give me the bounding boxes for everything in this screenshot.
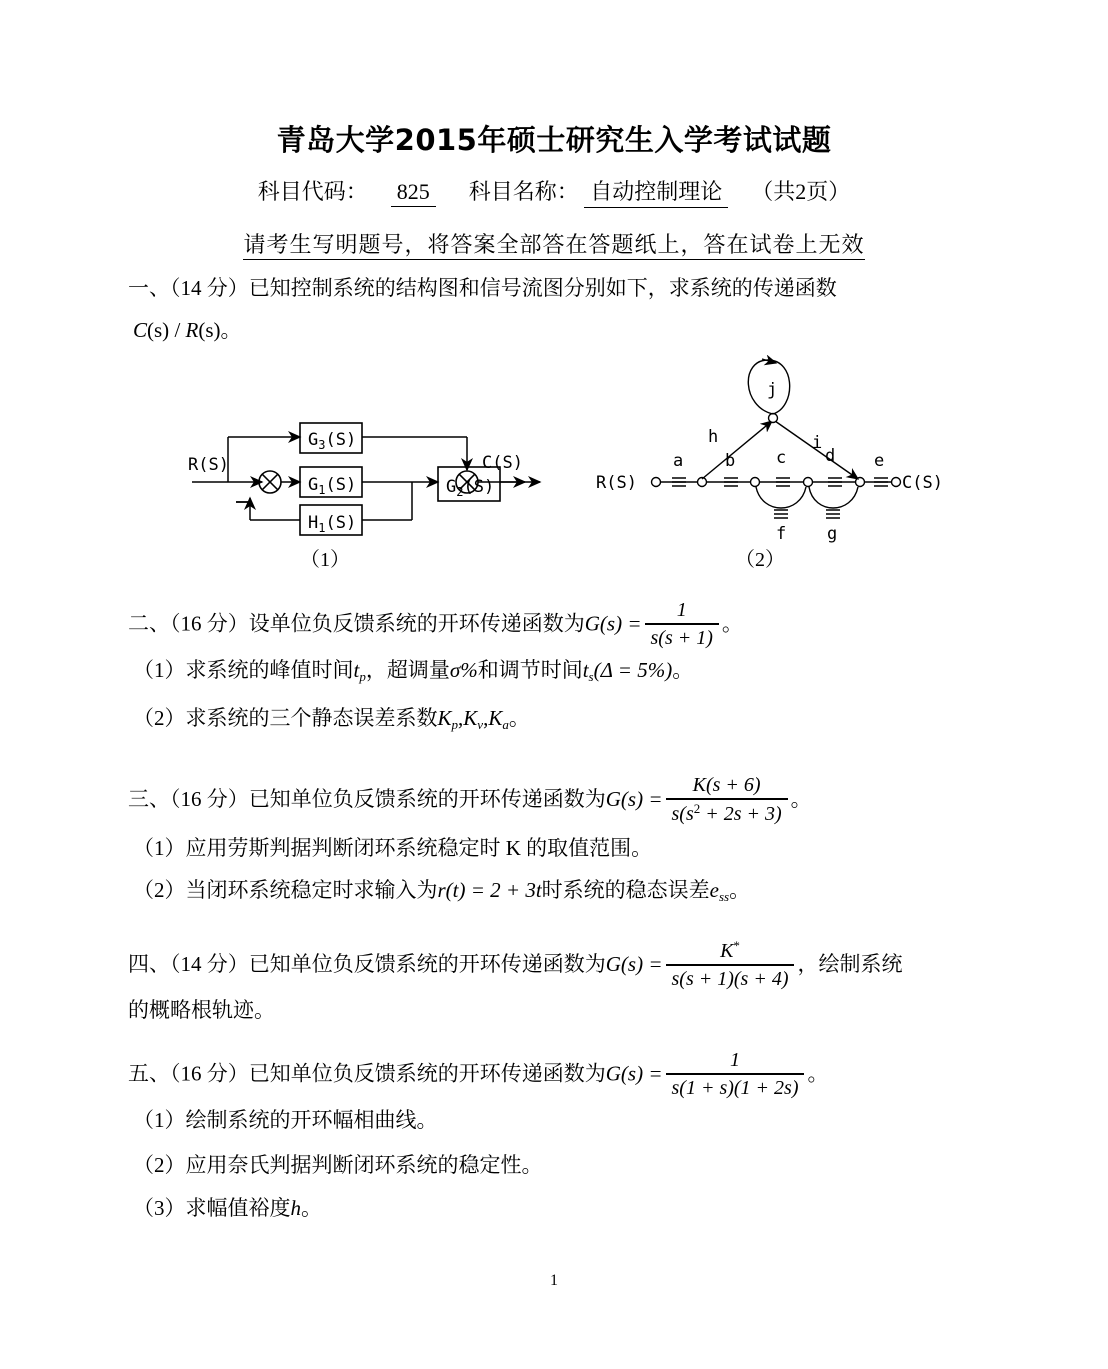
q3-den-post: + 2s + 3) (700, 803, 782, 825)
question-1-line-2 (133, 320, 242, 341)
q2-tp-var: t (353, 658, 360, 682)
q4-lead-text: 四、（14 分）已知单位负反馈系统的开环传递函数为 (128, 951, 606, 976)
fig1-input-label: R(S) (188, 455, 229, 475)
q2-ts-var: t (582, 658, 589, 682)
q3-item2-b: 时系统的稳态误差 (541, 878, 710, 902)
question-2-lead (128, 600, 743, 651)
fig2-edge-a-label: a (673, 451, 684, 471)
subject-code-label: 科目代码： (257, 179, 368, 204)
figure-2-caption: （2） (735, 549, 785, 571)
q2-ka: K (488, 706, 503, 730)
q3-period: 。 (790, 786, 812, 811)
q2-delta-cond: (Δ = 5%) (593, 658, 673, 682)
q2-denominator: s(s + 1) (650, 627, 713, 649)
q2-period: 。 (721, 611, 743, 636)
figure-block-diagram (180, 420, 560, 540)
q2-comma-1: , (458, 706, 464, 730)
fig1-output-label: C(S) (482, 453, 523, 473)
fig2-edge-e-label: e (874, 451, 885, 471)
fig2-edge-b-label: b (725, 451, 736, 471)
q2-kv: K (463, 706, 478, 730)
q2-item1-c: 和调节时间 (477, 658, 583, 682)
q4-fraction (666, 939, 795, 991)
question-2-item-1 (133, 660, 693, 683)
q3-g-of-s: G(s) = (605, 786, 663, 811)
pages-note: （共2页） (751, 179, 851, 204)
figure-signal-flow-graph (590, 355, 970, 545)
fig1-block-h1-label: $H_1(S)$ (308, 513, 357, 535)
q5-fraction (666, 1049, 805, 1100)
exam-notice-text: 请考生写明题号，将答案全部答在答题纸上，答在试卷上无效 (243, 232, 864, 260)
q4-g-of-s: G(s) = (605, 951, 663, 976)
q2-sigma: σ% (449, 658, 478, 682)
fig1-block-g3-label: $G_3(S)$ (308, 430, 357, 452)
q2-item1-b: ，超调量 (365, 658, 450, 682)
page-title: 青岛大学2015年硕士研究生入学考试试题 (276, 123, 832, 157)
fig2-edge-f-label: f (776, 524, 787, 544)
q5-h-symbol: h (290, 1196, 301, 1220)
q1-c-symbol: C (133, 318, 148, 342)
q4-num-star: * (733, 938, 740, 953)
subject-line (0, 175, 1108, 208)
exam-notice (0, 228, 1108, 259)
q3-input-signal: r(t) = 2 + 3t (437, 878, 542, 902)
question-5-item-2: （2）应用奈氏判据判断闭环系统的稳定性。 (133, 1153, 543, 1177)
q1-s2: (s) (198, 318, 221, 342)
subject-code-value: 825 (391, 179, 436, 207)
q1-slash: / (169, 318, 186, 342)
q2-item2-a: （2）求系统的三个静态误差系数 (133, 706, 438, 730)
q2-kv-sub: v (477, 717, 484, 732)
q2-g-of-s: G(s) = (584, 611, 642, 636)
q3-fraction (666, 774, 788, 826)
q3-item2-end: 。 (729, 878, 751, 902)
question-3-lead (128, 775, 812, 827)
q5-numerator: 1 (729, 1049, 740, 1071)
q2-fraction (645, 599, 719, 650)
q3-den-pre: s(s (671, 803, 694, 825)
question-4-line-2: 的概略根轨迹。 (128, 998, 275, 1022)
q5-period: 。 (807, 1061, 829, 1086)
subject-name-value: 自动控制理论 (584, 175, 728, 208)
q1-period: 。 (220, 318, 242, 342)
question-3-item-2 (133, 880, 750, 903)
question-1-line-1: 一、（14 分）已知控制系统的结构图和信号流图分别如下，求系统的传递函数 (128, 276, 837, 300)
q2-kp: K (437, 706, 452, 730)
q2-item1-a: （1）求系统的峰值时间 (133, 658, 354, 682)
q5-item3-end: 。 (301, 1196, 322, 1220)
page-number: 1 (550, 1272, 558, 1289)
fig2-edge-g-label: g (827, 524, 838, 544)
question-3-item-1: （1）应用劳斯判据判断闭环系统稳定时 K 的取值范围。 (133, 836, 653, 860)
q2-item1-end: 。 (672, 658, 694, 682)
q4-denominator: s(s + 1)(s + 4) (671, 968, 789, 990)
q2-comma-2: , (483, 706, 489, 730)
q2-tp-sub: p (359, 669, 366, 684)
q2-kp-sub: p (451, 717, 459, 732)
q5-item3-a: （3）求幅值裕度 (133, 1196, 291, 1220)
fig2-output-label: C(S) (902, 473, 943, 493)
q4-num-k: K (720, 940, 734, 962)
question-2-item-2 (133, 708, 530, 731)
q5-lead-text: 五、（16 分）已知单位负反馈系统的开环传递函数为 (128, 1061, 606, 1086)
figure-1-caption: （1） (300, 549, 350, 571)
question-5-item-1: （1）绘制系统的开环幅相曲线。 (133, 1108, 438, 1132)
fig2-edge-c-label: c (776, 448, 787, 468)
fig2-edge-j-label: j (767, 380, 778, 400)
fig2-edge-d-label: d (825, 446, 836, 466)
q4-tail: ，绘制系统 (797, 951, 903, 976)
fig2-edge-i-label: i (812, 433, 823, 453)
question-5-item-3 (133, 1198, 322, 1219)
q3-numerator: K(s + 6) (692, 774, 761, 796)
q3-item2-a: （2）当闭环系统稳定时求输入为 (133, 878, 438, 902)
fig2-input-label: R(S) (596, 473, 637, 493)
q1-s1: (s) (147, 318, 170, 342)
q5-g-of-s: G(s) = (605, 1061, 663, 1086)
q3-lead-text: 三、（16 分）已知单位负反馈系统的开环传递函数为 (128, 786, 606, 811)
fig1-block-g1-label: $G_1(S)$ (308, 475, 357, 497)
q3-ess: e (709, 878, 719, 902)
fig1-block-g2-label: $G_2(S)$ (446, 477, 495, 499)
question-5-lead (128, 1050, 828, 1101)
q3-den-exponent: 2 (693, 801, 701, 816)
question-4-lead (128, 940, 902, 992)
q1-r-symbol: R (185, 318, 199, 342)
q5-denominator: s(1 + s)(1 + 2s) (671, 1077, 799, 1099)
q3-ess-sub: ss (719, 889, 730, 904)
q2-lead-text: 二、（16 分）设单位负反馈系统的开环传递函数为 (128, 611, 585, 636)
q2-ka-sub: a (502, 717, 509, 732)
q2-ts-sub: s (588, 669, 594, 684)
subject-name-label: 科目名称： (468, 179, 579, 204)
q2-item2-end: 。 (508, 706, 530, 730)
fig2-edge-h-label: h (708, 427, 719, 447)
q2-numerator: 1 (676, 599, 687, 621)
